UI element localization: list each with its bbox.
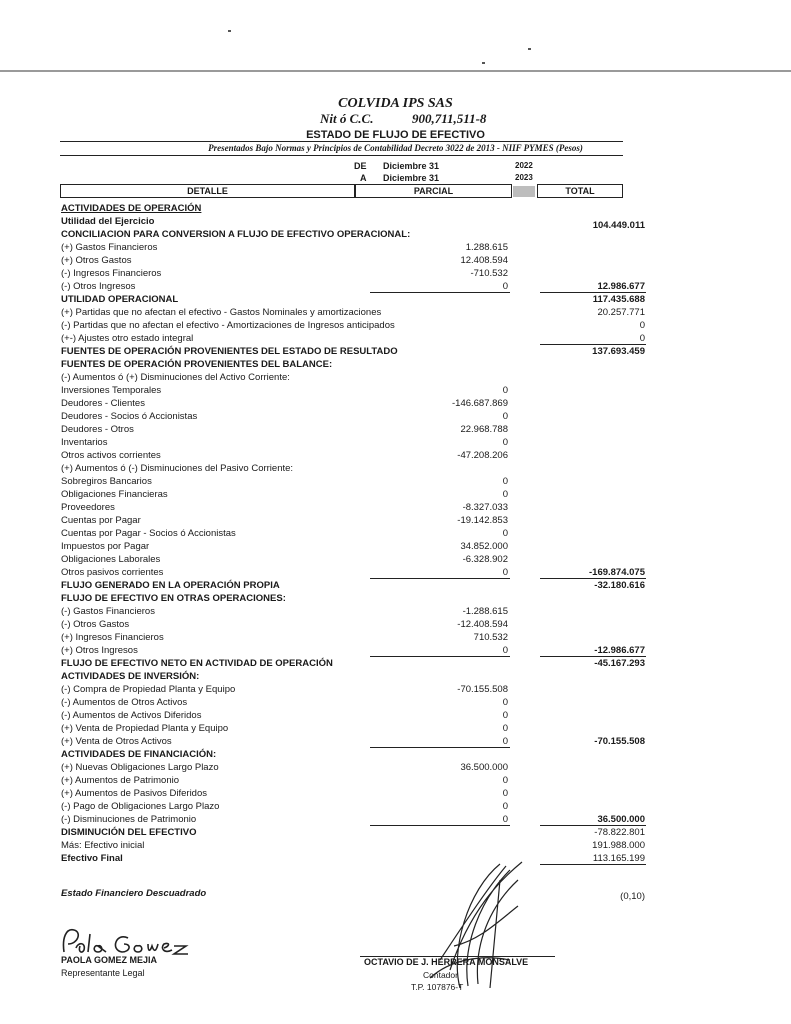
scan-speck: [228, 30, 231, 32]
row-total: 113.165.199: [592, 853, 645, 864]
row-label: (-) Aumentos de Activos Diferidos: [61, 710, 202, 721]
row-partial: 0: [502, 645, 508, 656]
row-label: (+) Venta de Propiedad Planta y Equipo: [61, 723, 229, 734]
row-partial: -1.288.615: [462, 606, 508, 617]
header-rule: [60, 155, 623, 156]
row-partial: 0: [502, 476, 508, 487]
row-label: Proveedores: [61, 502, 115, 513]
row-partial: 1.288.615: [465, 242, 508, 253]
row-partial: 0: [502, 528, 508, 539]
row-total: -78.822.801: [594, 827, 645, 838]
row-label: Otros pasivos corrientes: [61, 567, 164, 578]
row-partial: 0: [502, 567, 508, 578]
row-total: 137.693.459: [592, 346, 645, 357]
row-partial: 0: [502, 281, 508, 292]
row-label: (-) Disminuciones de Patrimonio: [61, 814, 197, 825]
row-partial: 0: [502, 723, 508, 734]
partial-subtotal-rule: [370, 656, 510, 657]
row-partial: 0: [502, 736, 508, 747]
row-label: UTILIDAD OPERACIONAL: [61, 294, 179, 305]
row-partial: 0: [502, 710, 508, 721]
row-total: 0: [639, 333, 645, 344]
row-partial: -6.328.902: [462, 554, 508, 565]
page-top-edge: [0, 70, 791, 72]
row-partial: -8.327.033: [462, 502, 508, 513]
row-total: 20.257.771: [597, 307, 645, 318]
difference-value: (0,10): [620, 891, 645, 902]
row-partial: 0: [502, 697, 508, 708]
column-header-parcial: PARCIAL: [355, 184, 512, 198]
company-name: COLVIDA IPS SAS: [338, 96, 453, 111]
row-label: (+-) Ajustes otro estado integral: [61, 333, 194, 344]
row-label: (+) Otros Ingresos: [61, 645, 138, 656]
row-label: Obligaciones Laborales: [61, 554, 161, 565]
row-label: Deudores - Socios ó Accionistas: [61, 411, 198, 422]
partial-subtotal-rule: [370, 825, 510, 826]
row-total: 0: [639, 320, 645, 331]
partial-subtotal-rule: [370, 292, 510, 293]
row-label: (-) Compra de Propiedad Planta y Equipo: [61, 684, 236, 695]
row-label: (-) Pago de Obligaciones Largo Plazo: [61, 801, 220, 812]
nit-value: 900,711,511-8: [412, 111, 487, 126]
row-partial: -710.532: [470, 268, 508, 279]
row-label: Deudores - Otros: [61, 424, 134, 435]
row-label: FUENTES DE OPERACIÓN PROVENIENTES DEL ESTADO DE RESULTADO: [61, 346, 398, 357]
row-label: FLUJO DE EFECTIVO EN OTRAS OPERACIONES:: [61, 593, 286, 604]
row-partial: 0: [502, 814, 508, 825]
partial-subtotal-rule: [370, 747, 510, 748]
accountant-signature: [350, 850, 550, 990]
row-partial: -47.208.206: [457, 450, 508, 461]
partial-subtotal-rule: [370, 578, 510, 579]
row-partial: 0: [502, 801, 508, 812]
period-from-date: Diciembre 31: [383, 161, 440, 171]
statement-title: ESTADO DE FLUJO DE EFECTIVO: [306, 129, 485, 141]
header-rule: [60, 141, 623, 142]
row-partial: -19.142.853: [457, 515, 508, 526]
row-total: 191.988.000: [592, 840, 645, 851]
row-total: -45.167.293: [594, 658, 645, 669]
row-total: -12.986.677: [594, 645, 645, 656]
row-label: Otros activos corrientes: [61, 450, 161, 461]
row-partial: -12.408.594: [457, 619, 508, 630]
row-label: Impuestos por Pagar: [61, 541, 150, 552]
row-partial: -146.687.869: [452, 398, 508, 409]
row-label: CONCILIACION PARA CONVERSION A FLUJO DE EFECTIVO OPERACIONAL:: [61, 229, 411, 240]
row-label: Más: Efectivo inicial: [61, 840, 145, 851]
row-label: ACTIVIDADES DE INVERSIÓN:: [61, 671, 200, 682]
row-label: (-) Aumentos ó (+) Disminuciones del Activo Corriente:: [61, 372, 290, 383]
row-label: Sobregiros Bancarios: [61, 476, 152, 487]
row-total: -70.155.508: [594, 736, 645, 747]
nit-label: Nit ó C.C.: [320, 111, 374, 126]
row-label: ACTIVIDADES DE OPERACIÓN: [61, 203, 202, 214]
statement-subtitle: Presentados Bajo Normas y Principios de Contabilidad Decreto 3022 de 2013 - NIIF PYMES (Pesos): [208, 143, 583, 153]
row-partial: 0: [502, 437, 508, 448]
row-partial: 36.500.000: [460, 762, 508, 773]
row-label: FLUJO DE EFECTIVO NETO EN ACTIVIDAD DE OPERACIÓN: [61, 658, 333, 669]
row-label: (-) Aumentos de Otros Activos: [61, 697, 188, 708]
row-label: (-) Partidas que no afectan el efectivo - Amortizaciones de Ingresos anticipados: [61, 320, 395, 331]
legal-rep-role: Representante Legal: [61, 968, 145, 978]
column-header-shade: [513, 186, 535, 197]
row-label: (+) Otros Gastos: [61, 255, 132, 266]
row-label: FUENTES DE OPERACIÓN PROVENIENTES DEL BALANCE:: [61, 359, 333, 370]
row-label: (+) Aumentos ó (-) Disminuciones del Pasivo Corriente:: [61, 463, 294, 474]
row-label: Cuentas por Pagar: [61, 515, 141, 526]
legal-rep-name: PAOLA GOMEZ MEJIA: [61, 955, 158, 965]
row-partial: 710.532: [473, 632, 508, 643]
total-rule: [540, 864, 646, 865]
row-partial: 0: [502, 411, 508, 422]
row-label: ACTIVIDADES DE FINANCIACIÓN:: [61, 749, 217, 760]
row-label: (+) Ingresos Financieros: [61, 632, 164, 643]
period-to-date: Diciembre 31: [383, 173, 440, 183]
scan-speck: [482, 62, 485, 64]
row-label: Efectivo Final: [61, 853, 123, 864]
row-partial: 0: [502, 775, 508, 786]
period-from-year: 2022: [515, 161, 533, 170]
row-label: (+) Venta de Otros Activos: [61, 736, 172, 747]
row-total: 117.435.688: [592, 294, 645, 305]
column-header-total: TOTAL: [537, 184, 623, 198]
row-total: 104.449.011: [592, 220, 645, 231]
accountant-name: OCTAVIO DE J. HERRERA MONSALVE: [364, 957, 529, 967]
row-label: (-) Otros Ingresos: [61, 281, 136, 292]
row-total: -32.180.616: [594, 580, 645, 591]
scan-speck: [528, 48, 531, 50]
row-partial: -70.155.508: [457, 684, 508, 695]
period-a-label: A: [360, 173, 367, 183]
row-label: (+) Aumentos de Patrimonio: [61, 775, 180, 786]
row-label: Inventarios: [61, 437, 108, 448]
row-label: FLUJO GENERADO EN LA OPERACIÓN PROPIA: [61, 580, 280, 591]
unbalanced-note: Estado Financiero Descuadrado: [61, 888, 207, 899]
row-partial: 34.852.000: [460, 541, 508, 552]
row-label: (-) Gastos Financieros: [61, 606, 155, 617]
row-total: -169.874.075: [589, 567, 645, 578]
row-partial: 22.968.788: [460, 424, 508, 435]
row-label: (-) Otros Gastos: [61, 619, 130, 630]
row-partial: 0: [502, 489, 508, 500]
row-label: DISMINUCIÓN DEL EFECTIVO: [61, 827, 197, 838]
row-label: (-) Ingresos Financieros: [61, 268, 162, 279]
row-total: 36.500.000: [597, 814, 645, 825]
row-partial: 12.408.594: [460, 255, 508, 266]
accountant-tp: T.P. 107876-T: [411, 982, 464, 992]
row-label: (+) Gastos Financieros: [61, 242, 158, 253]
row-label: (+) Aumentos de Pasivos Diferidos: [61, 788, 207, 799]
period-to-year: 2023: [515, 173, 533, 182]
row-label: (+) Partidas que no afectan el efectivo - Gastos Nominales y amortizaciones: [61, 307, 382, 318]
row-label: Inversiones Temporales: [61, 385, 162, 396]
row-label: Obligaciones Financieras: [61, 489, 168, 500]
accountant-role: Contador: [423, 970, 458, 980]
row-partial: 0: [502, 385, 508, 396]
row-label: Utilidad del Ejercicio: [61, 216, 155, 227]
row-label: Deudores - Clientes: [61, 398, 145, 409]
row-label: (+) Nuevas Obligaciones Largo Plazo: [61, 762, 219, 773]
row-label: Cuentas por Pagar - Socios ó Accionistas: [61, 528, 236, 539]
row-partial: 0: [502, 788, 508, 799]
period-de-label: DE: [354, 161, 367, 171]
row-total: 12.986.677: [597, 281, 645, 292]
column-header-detalle: DETALLE: [60, 184, 355, 198]
